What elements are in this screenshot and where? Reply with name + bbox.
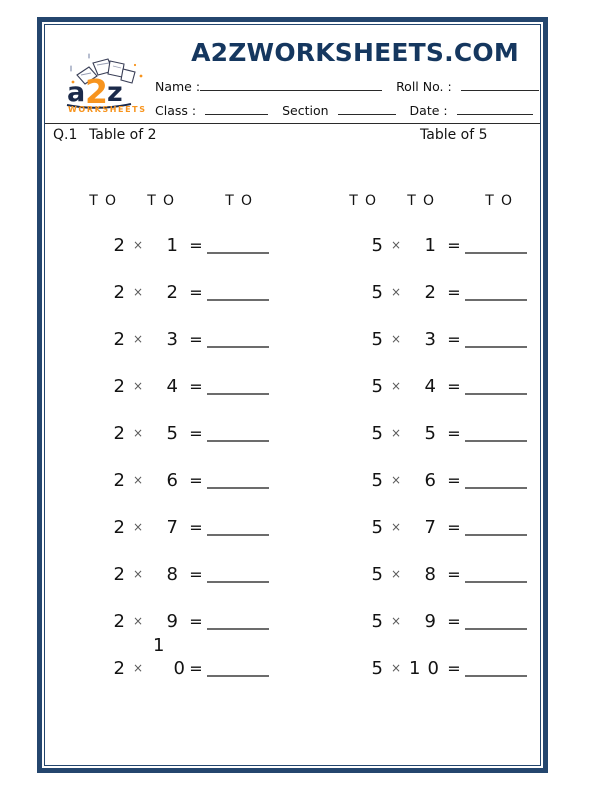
tens-header: T xyxy=(407,193,416,209)
multiplicand: 2 xyxy=(113,564,125,585)
multiply-icon: × xyxy=(390,238,402,252)
tens-header: T xyxy=(349,193,358,209)
answer-blank[interactable] xyxy=(207,330,269,348)
answer-blank[interactable] xyxy=(207,518,269,536)
answer-blank[interactable] xyxy=(465,236,527,254)
multiplicand: 2 xyxy=(113,423,125,444)
left-table-title: Table of 2 xyxy=(89,127,157,143)
svg-text:2: 2 xyxy=(85,72,108,111)
equation-row xyxy=(365,282,527,329)
multiply-icon: × xyxy=(390,567,402,581)
multiply-icon: × xyxy=(390,379,402,393)
multiplier: 9 xyxy=(166,611,185,632)
multiply-icon: × xyxy=(390,614,402,628)
tens-header: T xyxy=(485,193,494,209)
to-pair-multiplier xyxy=(403,193,437,209)
equals-icon: = xyxy=(189,659,203,678)
equation-row xyxy=(107,282,269,329)
ones-header: O xyxy=(162,193,175,209)
multiply-icon: × xyxy=(390,661,402,675)
question-title-strip xyxy=(45,124,540,152)
tens-header: T xyxy=(147,193,156,209)
equals-icon: = xyxy=(447,377,461,396)
multiplier: 1 xyxy=(424,235,443,256)
equation-row xyxy=(107,235,269,282)
multiplier-tens-digit: 1 xyxy=(153,635,165,656)
multiply-icon: × xyxy=(132,614,144,628)
section-input[interactable] xyxy=(338,101,396,115)
equals-icon: = xyxy=(189,518,203,537)
worksheet-page xyxy=(37,17,548,773)
worksheet-inner-frame xyxy=(44,24,541,766)
multiplicand: 5 xyxy=(371,423,383,444)
equals-icon: = xyxy=(447,424,461,443)
multiplicand: 2 xyxy=(113,517,125,538)
multiplicand: 2 xyxy=(113,470,125,491)
answer-blank[interactable] xyxy=(207,659,269,677)
question-number: Q.1 xyxy=(53,127,78,143)
answer-blank[interactable] xyxy=(465,377,527,395)
multiplicand: 5 xyxy=(371,517,383,538)
multiply-icon: × xyxy=(132,567,144,581)
multiplier: 7 xyxy=(166,517,185,538)
equals-icon: = xyxy=(189,565,203,584)
answer-blank[interactable] xyxy=(465,659,527,677)
multiplicand: 5 xyxy=(371,329,383,350)
multiplicand: 2 xyxy=(113,329,125,350)
multiplier: 8 xyxy=(424,564,443,585)
right-table-title: Table of 5 xyxy=(420,127,488,143)
equation-row xyxy=(365,611,527,658)
right-tens-ones-headers xyxy=(345,193,515,209)
multiplicand: 5 xyxy=(371,376,383,397)
roll-no-input[interactable] xyxy=(461,77,539,91)
equals-icon: = xyxy=(447,236,461,255)
equation-row xyxy=(365,517,527,564)
ones-header: O xyxy=(364,193,377,209)
multiplier: 8 xyxy=(166,564,185,585)
multiply-icon: × xyxy=(390,285,402,299)
equation-row xyxy=(365,235,527,282)
multiply-icon: × xyxy=(132,238,144,252)
svg-text:a: a xyxy=(67,77,86,108)
svg-text:z: z xyxy=(107,77,123,108)
answer-blank[interactable] xyxy=(207,612,269,630)
answer-blank[interactable] xyxy=(465,424,527,442)
section-label: Section xyxy=(282,103,329,118)
answer-blank[interactable] xyxy=(465,565,527,583)
date-label: Date : xyxy=(409,103,448,118)
to-pair-answer xyxy=(221,193,255,209)
answer-blank[interactable] xyxy=(465,471,527,489)
multiply-icon: × xyxy=(390,520,402,534)
left-tens-ones-headers xyxy=(85,193,255,209)
multiply-icon: × xyxy=(390,473,402,487)
equals-icon: = xyxy=(447,612,461,631)
equals-icon: = xyxy=(189,330,203,349)
equals-icon: = xyxy=(447,471,461,490)
multiplier: 4 xyxy=(424,376,443,397)
multiplicand: 5 xyxy=(371,611,383,632)
to-pair-multiplicand xyxy=(85,193,119,209)
class-section-date-field-row xyxy=(155,101,532,121)
multiplier: 0 xyxy=(173,658,185,679)
equation-row xyxy=(365,423,527,470)
tens-header: T xyxy=(89,193,98,209)
equals-icon: = xyxy=(189,236,203,255)
equals-icon: = xyxy=(447,565,461,584)
multiplicand: 5 xyxy=(371,658,383,679)
equation-row xyxy=(365,658,527,705)
multiplicand: 2 xyxy=(113,235,125,256)
equation-row xyxy=(107,517,269,564)
multiplier: 6 xyxy=(166,470,185,491)
multiplier: 4 xyxy=(166,376,185,397)
equation-row xyxy=(107,564,269,611)
equation-row xyxy=(107,423,269,470)
answer-blank[interactable] xyxy=(207,236,269,254)
equals-icon: = xyxy=(447,283,461,302)
to-pair-answer xyxy=(481,193,515,209)
roll-no-label: Roll No. : xyxy=(396,79,452,94)
equals-icon: = xyxy=(189,377,203,396)
site-title: A2ZWORKSHEETS.COM xyxy=(191,38,519,67)
equation-row xyxy=(365,564,527,611)
class-label: Class : xyxy=(155,103,197,118)
multiplier: 10 xyxy=(409,658,446,679)
ones-header: O xyxy=(500,193,513,209)
multiply-icon: × xyxy=(132,520,144,534)
multiply-icon: × xyxy=(390,426,402,440)
tens-header: T xyxy=(225,193,234,209)
multiplier: 5 xyxy=(424,423,443,444)
multiplier: 1 xyxy=(166,235,185,256)
equation-row xyxy=(107,635,269,705)
multiplicand: 5 xyxy=(371,564,383,585)
name-label: Name : xyxy=(155,79,201,94)
equation-row xyxy=(107,611,269,658)
answer-blank[interactable] xyxy=(465,518,527,536)
equation-row xyxy=(107,470,269,517)
multiplicand: 5 xyxy=(371,235,383,256)
answer-blank[interactable] xyxy=(207,471,269,489)
multiply-icon: × xyxy=(132,332,144,346)
ones-header: O xyxy=(240,193,253,209)
answer-blank[interactable] xyxy=(465,283,527,301)
multiply-icon: × xyxy=(132,473,144,487)
multiplicand: 5 xyxy=(371,282,383,303)
multiplier: 3 xyxy=(424,329,443,350)
equals-icon: = xyxy=(447,659,461,678)
table-of-2-column xyxy=(107,235,269,705)
svg-text:WORKSHEETS: WORKSHEETS xyxy=(68,105,147,113)
multiplier: 5 xyxy=(166,423,185,444)
equals-icon: = xyxy=(189,424,203,443)
answer-blank[interactable] xyxy=(207,377,269,395)
equation-row xyxy=(365,376,527,423)
multiplicand: 2 xyxy=(113,611,125,632)
multiplier: 7 xyxy=(424,517,443,538)
multiplicand: 5 xyxy=(371,470,383,491)
equals-icon: = xyxy=(447,330,461,349)
multiply-icon: × xyxy=(390,332,402,346)
multiplier: 6 xyxy=(424,470,443,491)
equals-icon: = xyxy=(189,612,203,631)
to-pair-multiplier xyxy=(143,193,177,209)
equation-row xyxy=(107,329,269,376)
ones-header: O xyxy=(422,193,435,209)
multiplicand: 2 xyxy=(113,376,125,397)
equation-row xyxy=(365,329,527,376)
answer-blank[interactable] xyxy=(207,424,269,442)
multiplier: 9 xyxy=(424,611,443,632)
equation-row xyxy=(365,470,527,517)
a2z-worksheets-logo xyxy=(63,51,153,113)
multiply-icon: × xyxy=(132,426,144,440)
equals-icon: = xyxy=(447,518,461,537)
answer-blank[interactable] xyxy=(207,283,269,301)
equals-icon: = xyxy=(189,283,203,302)
answer-blank[interactable] xyxy=(207,565,269,583)
table-of-5-column xyxy=(365,235,527,705)
date-input[interactable] xyxy=(457,101,533,115)
class-input[interactable] xyxy=(205,101,268,115)
equation-row xyxy=(107,376,269,423)
name-input[interactable] xyxy=(200,77,382,91)
name-roll-field-row xyxy=(155,77,532,97)
answer-blank[interactable] xyxy=(465,612,527,630)
ones-header: O xyxy=(104,193,117,209)
worksheet-header xyxy=(45,25,540,124)
equals-icon: = xyxy=(189,471,203,490)
to-pair-multiplicand xyxy=(345,193,379,209)
multiply-icon: × xyxy=(132,285,144,299)
multiplier: 3 xyxy=(166,329,185,350)
multiplicand: 2 xyxy=(113,282,125,303)
multiply-icon: × xyxy=(132,661,144,675)
multiply-icon: × xyxy=(132,379,144,393)
multiplier: 2 xyxy=(424,282,443,303)
multiplicand: 2 xyxy=(113,658,125,679)
multiplier: 2 xyxy=(166,282,185,303)
answer-blank[interactable] xyxy=(465,330,527,348)
